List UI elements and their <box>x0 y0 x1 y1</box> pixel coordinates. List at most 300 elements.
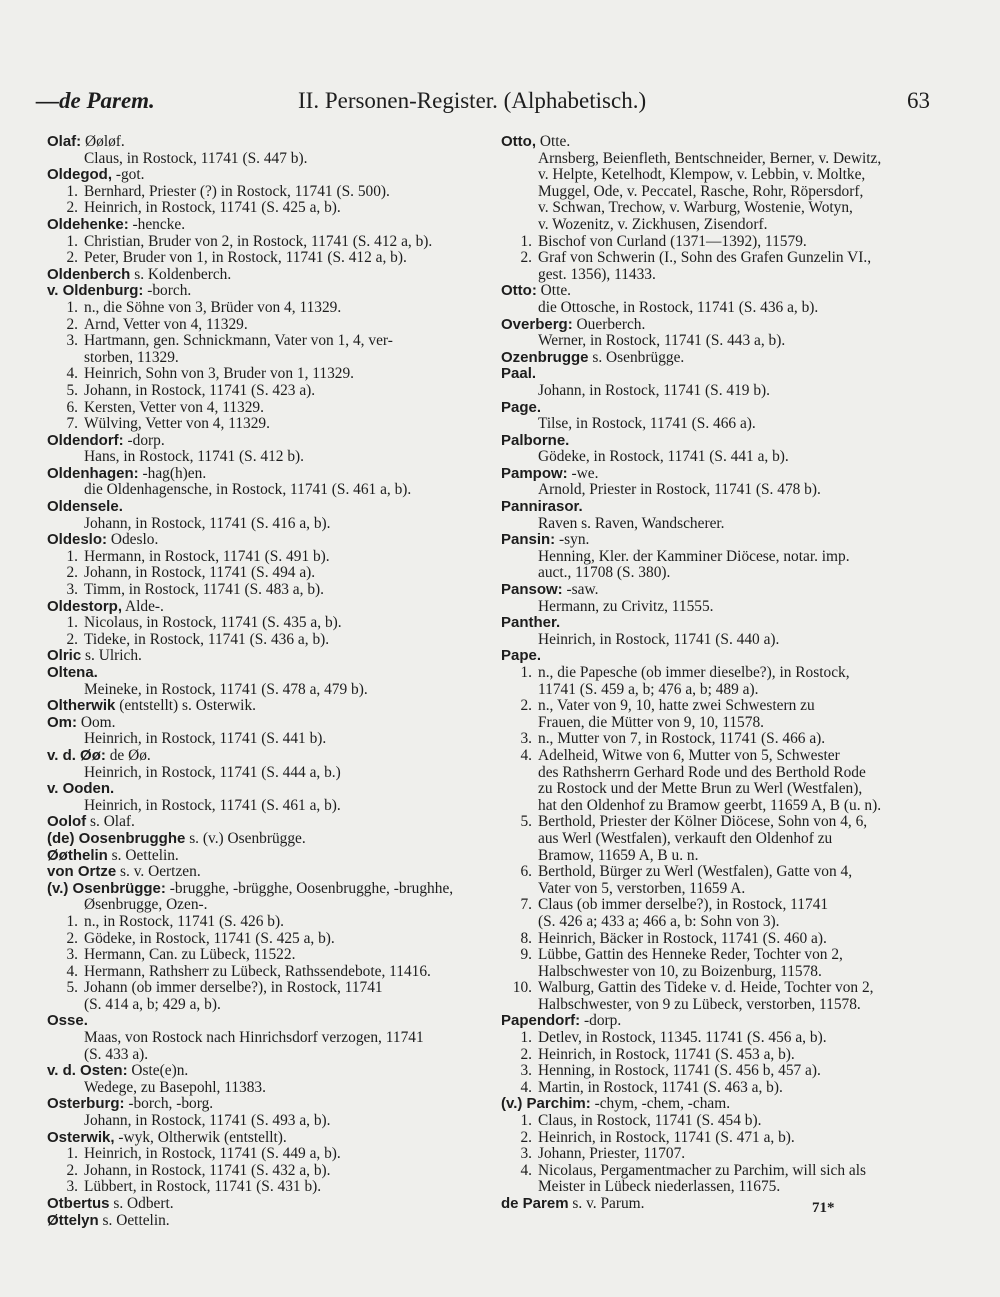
headword: Olaf: <box>47 133 82 150</box>
item-text: Heinrich, in Rostock, 11741 (S. 449 a, b). <box>84 1145 341 1163</box>
numbered-line <box>47 1179 483 1196</box>
entry-line: Arnsberg, Beienfleth, Bentschneider, Berner, v. Dewitz, <box>538 149 882 167</box>
running-head-left: —de Parem. <box>36 88 155 113</box>
variant-forms: s. Osenbrügge. <box>588 348 685 366</box>
register-entry <box>47 1096 483 1129</box>
entry-head <box>501 1013 935 1030</box>
entry-line: Johann, in Rostock, 11741 (S. 416 a, b). <box>84 514 331 532</box>
register-entry <box>501 466 935 499</box>
item-text: Nicolaus, in Rostock, 11741 (S. 435 a, b). <box>84 614 342 632</box>
entry-continuation: Øsenbrugge, Ozen-. <box>84 896 208 914</box>
numbered-line <box>501 1113 935 1130</box>
headword: Pansin: <box>501 531 556 549</box>
item-number: 1. <box>66 232 78 250</box>
entry-head <box>47 748 483 765</box>
register-entry <box>47 499 483 532</box>
item-text: Henning, in Rostock, 11741 (S. 456 b, 457 a). <box>538 1062 821 1080</box>
entry-head <box>47 665 483 682</box>
variant-forms: Alde-. <box>122 597 164 615</box>
headword: Osterburg: <box>47 1095 125 1113</box>
item-text: n., die Söhne von 3, Brüder von 4, 11329. <box>84 298 342 316</box>
item-text: Johann (ob immer derselbe?), in Rostock, 11741 <box>84 979 383 997</box>
item-text: Heinrich, in Rostock, 11741 (S. 471 a, b). <box>538 1128 795 1146</box>
headword: Om: <box>47 713 77 731</box>
headword: de Parem <box>501 1195 569 1212</box>
register-entry <box>501 582 935 615</box>
numbered-line <box>501 1030 935 1047</box>
entry-line: (S. 433 a). <box>84 1045 149 1063</box>
entry-head <box>501 1096 935 1113</box>
headword: Ozenbrugge <box>501 348 589 366</box>
item-number: 1. <box>66 182 78 200</box>
item-text: Halbschwester von 10, zu Boizenburg, 11578. <box>538 962 822 980</box>
register-entry <box>47 748 483 781</box>
entry-line: Heinrich, in Rostock, 11741 (S. 461 a, b). <box>84 796 341 814</box>
entry-line: Werner, in Rostock, 11741 (S. 443 a, b). <box>538 332 786 350</box>
running-head-title: II. Personen-Register. (Alphabetisch.) <box>298 88 647 113</box>
entry-head <box>47 466 483 483</box>
entry-head <box>47 1096 483 1113</box>
variant-forms: -dorp. <box>123 431 165 449</box>
numbered-line <box>47 947 483 964</box>
register-entry <box>501 283 935 316</box>
headword: Palborne. <box>501 431 570 449</box>
variant-forms: Otte. <box>536 282 572 300</box>
headword: Oldenberch <box>47 265 131 283</box>
item-text: Hartmann, gen. Schnickmann, Vater von 1, 4, ver- <box>84 332 393 350</box>
headword: Overberg: <box>501 315 573 333</box>
headword: Osterwik, <box>47 1128 115 1146</box>
item-number: 4. <box>520 1078 532 1096</box>
numbered-line <box>501 267 935 284</box>
register-entry <box>47 715 483 748</box>
item-number: 2. <box>66 564 78 582</box>
item-number: 1. <box>520 664 532 681</box>
numbered-line <box>501 234 935 251</box>
variant-forms: -brugghe, -brügghe, Oosenbrugghe, -brughhe, <box>165 879 454 897</box>
entry-line: Hermann, zu Crivitz, 11555. <box>538 597 714 615</box>
register-entry <box>47 698 483 715</box>
item-text: Wülving, Vetter von 4, 11329. <box>84 415 270 433</box>
item-text: Berthold, Bürger zu Werl (Westfalen), Gatte von 4, <box>538 863 853 881</box>
item-number: 2. <box>66 1161 78 1179</box>
entry-head <box>47 1196 483 1213</box>
variant-forms: -hencke. <box>128 215 186 233</box>
numbered-line <box>47 615 483 632</box>
entry-head <box>501 648 935 665</box>
item-number: 1. <box>66 912 78 930</box>
item-text: des Rathsherrn Gerhard Rode und des Berthold Rode <box>538 763 866 781</box>
entry-head <box>47 167 483 184</box>
item-text: Peter, Bruder von 1, in Rostock, 11741 (S. 412 a, b). <box>84 249 407 267</box>
numbered-line <box>501 781 935 798</box>
item-number: 6. <box>520 863 532 881</box>
entry-line: Raven s. Raven, Wandscherer. <box>538 514 725 532</box>
numbered-line <box>501 698 935 715</box>
item-text: Frauen, die Mütter von 9, 10, 11578. <box>538 713 764 731</box>
register-entry <box>501 1096 935 1196</box>
register-entry <box>501 400 935 433</box>
register-entry <box>501 134 935 283</box>
item-text: Lübbe, Gattin des Henneke Reder, Tochter von 2, <box>538 946 843 964</box>
entry-head <box>501 350 935 367</box>
headword: v. Oldenburg: <box>47 282 144 300</box>
register-entry <box>47 1013 483 1063</box>
headword: Oldegod, <box>47 166 112 184</box>
register-entry <box>501 532 935 582</box>
item-text: zu Rostock und der Mette Brun zu Werl (Westfalen), <box>538 780 863 798</box>
left-column <box>47 134 483 1229</box>
item-number: 1. <box>66 547 78 565</box>
numbered-line <box>47 350 483 367</box>
item-number: 3. <box>520 730 532 748</box>
item-text: Bischof von Curland (1371—1392), 11579. <box>538 232 807 250</box>
entry-head <box>47 831 483 848</box>
entry-line: Henning, Kler. der Kamminer Diöcese, notar. imp. <box>538 547 850 565</box>
numbered-line <box>501 1179 935 1196</box>
item-text: Lübbert, in Rostock, 11741 (S. 431 b). <box>84 1178 322 1196</box>
entry-head <box>47 217 483 234</box>
entry-line: Wedege, zu Basepohl, 11383. <box>84 1078 266 1096</box>
item-text: n., Vater von 9, 10, hatte zwei Schwestern zu <box>538 697 815 715</box>
entry-line: Arnold, Priester in Rostock, 11741 (S. 478 b). <box>538 481 821 499</box>
item-text: Hermann, Rathsherr zu Lübeck, Rathssendebote, 11416. <box>84 962 431 980</box>
numbered-line <box>47 383 483 400</box>
numbered-line <box>501 1163 935 1180</box>
entry-head <box>501 615 935 632</box>
item-number: 1. <box>520 232 532 250</box>
entry-head <box>47 1130 483 1147</box>
right-column <box>501 134 935 1213</box>
entry-head <box>47 283 483 300</box>
headword: v. Ooden. <box>47 780 115 798</box>
register-entry <box>501 350 935 367</box>
entry-head <box>47 134 483 151</box>
register-entry <box>47 1196 483 1213</box>
register-entry <box>501 433 935 466</box>
item-number: 3. <box>66 332 78 350</box>
entry-head <box>47 814 483 831</box>
numbered-line <box>501 914 935 931</box>
signature-mark: 71* <box>812 1200 835 1216</box>
item-text: Johann, in Rostock, 11741 (S. 432 a, b). <box>84 1161 331 1179</box>
entry-head <box>47 267 483 284</box>
entry-head <box>501 532 935 549</box>
numbered-line <box>47 250 483 267</box>
variant-forms: -saw. <box>562 581 599 599</box>
item-text: Berthold, Priester der Kölner Diöcese, Sohn von 4, 6, <box>538 813 868 831</box>
register-entry <box>501 317 935 350</box>
item-text: storben, 11329. <box>84 348 179 366</box>
numbered-line <box>47 565 483 582</box>
item-text: Vater von 5, verstorben, 11659 A. <box>538 879 746 897</box>
variant-forms: Odeslo. <box>107 531 159 549</box>
entry-head <box>47 1063 483 1080</box>
headword: Øøthelin <box>47 846 108 864</box>
headword: Paal. <box>501 365 537 383</box>
item-number: 1. <box>66 614 78 632</box>
register-entry <box>47 466 483 499</box>
item-number: 2. <box>66 929 78 947</box>
entry-line: Meineke, in Rostock, 11741 (S. 478 a, 479 b). <box>84 680 368 698</box>
numbered-line <box>47 997 483 1014</box>
register-entry <box>47 433 483 466</box>
numbered-line <box>47 582 483 599</box>
entry-head <box>501 582 935 599</box>
item-number: 6. <box>66 398 78 416</box>
entry-head <box>501 1196 935 1213</box>
item-text: Bernhard, Priester (?) in Rostock, 11741 (S. 500). <box>84 182 390 200</box>
variant-forms: Otte. <box>536 133 571 150</box>
entry-head <box>47 433 483 450</box>
numbered-line <box>501 665 935 682</box>
register-entry <box>501 1013 935 1096</box>
item-text: Hermann, in Rostock, 11741 (S. 491 b). <box>84 547 330 565</box>
variant-forms: -wyk, Oltherwik (entstellt). <box>114 1128 287 1146</box>
entry-head <box>47 848 483 865</box>
entry-head <box>501 499 935 516</box>
entry-line: Heinrich, in Rostock, 11741 (S. 440 a). <box>538 630 780 648</box>
variant-forms: s. v. Oertzen. <box>116 863 201 881</box>
numbered-line <box>501 798 935 815</box>
item-number: 4. <box>520 1161 532 1179</box>
headword: v. d. Osten: <box>47 1062 128 1080</box>
numbered-line <box>501 1130 935 1147</box>
register-entry <box>47 283 483 432</box>
variant-forms: s. (v.) Osenbrügge. <box>185 829 306 847</box>
item-text: Graf von Schwerin (I., Sohn des Grafen Gunzelin VI., <box>538 249 872 267</box>
headword: Oltena. <box>47 664 98 681</box>
item-number: 3. <box>66 581 78 599</box>
register-entry <box>501 1196 935 1213</box>
numbered-line <box>501 748 935 765</box>
entry-head <box>47 1013 483 1030</box>
entry-head <box>501 317 935 334</box>
register-entry <box>501 366 935 399</box>
variant-forms: -hag(h)en. <box>138 464 207 482</box>
item-text: Johann, in Rostock, 11741 (S. 423 a). <box>84 381 316 399</box>
item-text: 11741 (S. 459 a, b; 476 a, b; 489 a). <box>538 680 759 698</box>
entry-line: Muggel, Ode, v. Peccatel, Rasche, Rohr, Röpersdorf, <box>538 182 864 200</box>
register-entry <box>47 864 483 881</box>
entry-line: Heinrich, in Rostock, 11741 (S. 444 a, b.) <box>84 763 341 781</box>
register-entry <box>47 781 483 814</box>
item-text: Heinrich, Sohn von 3, Bruder von 1, 11329. <box>84 365 355 383</box>
variant-forms: Oste(e)n. <box>127 1062 189 1080</box>
headword: Pansow: <box>501 581 563 599</box>
item-number: 2. <box>520 249 532 267</box>
numbered-line <box>47 549 483 566</box>
variant-forms: Ouerberch. <box>572 315 646 333</box>
item-number: 1. <box>66 298 78 316</box>
numbered-line <box>47 400 483 417</box>
numbered-line <box>501 997 935 1014</box>
item-number: 3. <box>520 1062 532 1080</box>
variant-forms: s. Koldenberch. <box>130 265 232 283</box>
variant-forms: s. v. Parum. <box>568 1195 645 1212</box>
headword: Oltherwik <box>47 697 116 715</box>
headword: Otbertus <box>47 1195 110 1212</box>
register-entry <box>47 648 483 665</box>
numbered-line <box>501 1063 935 1080</box>
page-number: 63 <box>907 88 930 113</box>
item-number: 4. <box>66 962 78 980</box>
register-entry <box>47 814 483 831</box>
item-text: n., die Papesche (ob immer dieselbe?), in Rostock, <box>538 664 850 681</box>
item-number: 7. <box>520 896 532 914</box>
headword: Papendorf: <box>501 1012 581 1030</box>
headword: Osse. <box>47 1012 88 1030</box>
headword: (v.) Osenbrügge: <box>47 879 166 897</box>
item-number: 1. <box>520 1029 532 1047</box>
item-text: (S. 426 a; 433 a; 466 a, b: Sohn von 3). <box>538 912 780 930</box>
numbered-line <box>47 1146 483 1163</box>
numbered-line <box>47 964 483 981</box>
item-text: Claus (ob immer derselbe?), in Rostock, 11741 <box>538 896 829 914</box>
headword: Oldehenke: <box>47 215 129 233</box>
register-entry <box>47 134 483 167</box>
item-text: Kersten, Vetter von 4, 11329. <box>84 398 264 416</box>
numbered-line <box>47 632 483 649</box>
entry-line: Maas, von Rostock nach Hinrichsdorf verzogen, 11741 <box>84 1029 424 1047</box>
item-number: 8. <box>520 929 532 947</box>
headword: Olric <box>47 647 82 665</box>
item-number: 1. <box>520 1112 532 1130</box>
entry-head <box>47 599 483 616</box>
item-text: hat den Oldenhof zu Bramow geerbt, 11659 A, B (u. n). <box>538 796 882 814</box>
item-number: 2. <box>520 1128 532 1146</box>
item-text: n., in Rostock, 11741 (S. 426 b). <box>84 912 284 930</box>
item-number: 2. <box>520 697 532 715</box>
headword: Pape. <box>501 647 542 665</box>
entry-line: v. Schwan, Trechow, v. Warburg, Wostenie, Wotyn, <box>538 199 853 217</box>
item-text: Adelheid, Witwe von 6, Mutter von 5, Schwester <box>538 746 840 764</box>
entry-head <box>501 366 935 383</box>
item-text: Claus, in Rostock, 11741 (S. 454 b). <box>538 1112 762 1130</box>
numbered-line <box>47 300 483 317</box>
item-number: 9. <box>520 946 532 964</box>
numbered-line <box>501 831 935 848</box>
register-entry <box>47 599 483 649</box>
item-number: 2. <box>66 249 78 267</box>
headword: (v.) Parchim: <box>501 1095 591 1113</box>
item-text: Tideke, in Rostock, 11741 (S. 436 a, b). <box>84 630 330 648</box>
register-entry <box>47 167 483 217</box>
numbered-line <box>501 947 935 964</box>
item-text: Johann, Priester, 11707. <box>538 1145 686 1163</box>
item-text: Nicolaus, Pergamentmacher zu Parchim, will sich als <box>538 1161 866 1179</box>
register-entry <box>47 881 483 1014</box>
entry-line: auct., 11708 (S. 380). <box>538 564 671 582</box>
register-entry <box>47 848 483 865</box>
register-entry <box>47 217 483 267</box>
register-entry <box>47 1130 483 1196</box>
register-entry <box>47 267 483 284</box>
headword: Panther. <box>501 614 561 632</box>
numbered-line <box>47 931 483 948</box>
item-text: n., Mutter von 7, in Rostock, 11741 (S. 466 a). <box>538 730 826 748</box>
entry-line: v. Wozenitz, v. Zickhusen, Zisendorf. <box>538 215 768 233</box>
item-text: (S. 414 a, b; 429 a, b). <box>84 995 221 1013</box>
numbered-line <box>501 964 935 981</box>
register-entry <box>501 499 935 532</box>
variant-forms: s. Oettelin. <box>107 846 179 864</box>
item-text: Halbschwester, von 9 zu Lübeck, verstorben, 11578. <box>538 995 861 1013</box>
register-entry <box>501 648 935 1013</box>
entry-head <box>501 400 935 417</box>
variant-forms: s. Olaf. <box>86 813 135 831</box>
entry-head <box>501 433 935 450</box>
numbered-line <box>501 848 935 865</box>
entry-line: die Ottosche, in Rostock, 11741 (S. 436 a, b). <box>538 298 819 316</box>
headword: Oldestorp, <box>47 597 123 615</box>
headword: Oldenhagen: <box>47 464 139 482</box>
item-number: 2. <box>66 630 78 648</box>
item-number: 10. <box>512 979 532 997</box>
entry-head <box>47 1213 483 1230</box>
item-text: Arnd, Vetter von 4, 11329. <box>84 315 248 333</box>
entry-line: Heinrich, in Rostock, 11741 (S. 441 b). <box>84 730 327 748</box>
entry-head <box>47 532 483 549</box>
entry-line: Gödeke, in Rostock, 11741 (S. 441 a, b). <box>538 448 789 466</box>
entry-line: Johann, in Rostock, 11741 (S. 419 b). <box>538 381 770 399</box>
entry-head <box>47 499 483 516</box>
item-number: 5. <box>520 813 532 831</box>
headword: Page. <box>501 398 542 416</box>
variant-forms: Oom. <box>77 713 116 731</box>
numbered-line <box>501 715 935 732</box>
numbered-line <box>501 931 935 948</box>
entry-line: die Oldenhagensche, in Rostock, 11741 (S. 461 a, b). <box>84 481 412 499</box>
register-entry <box>47 831 483 848</box>
numbered-line <box>501 731 935 748</box>
headword: Oldensele. <box>47 498 123 516</box>
item-number: 1. <box>66 1145 78 1163</box>
item-number: 7. <box>66 415 78 433</box>
item-number: 4. <box>66 365 78 383</box>
variant-forms: -chym, -chem, -cham. <box>590 1095 731 1113</box>
register-entry <box>47 1063 483 1096</box>
item-text: Heinrich, Bäcker in Rostock, 11741 (S. 460 a). <box>538 929 827 947</box>
variant-forms: s. Oettelin. <box>98 1211 170 1229</box>
variant-forms: -borch, -borg. <box>124 1095 214 1113</box>
item-text: Hermann, Can. zu Lübeck, 11522. <box>84 946 296 964</box>
numbered-line <box>47 317 483 334</box>
page-header <box>36 88 930 118</box>
numbered-line <box>501 881 935 898</box>
item-text: Meister in Lübeck niederlassen, 11675. <box>538 1178 781 1196</box>
variant-forms: -got. <box>112 166 145 184</box>
numbered-line <box>501 1080 935 1097</box>
entry-line: Claus, in Rostock, 11741 (S. 447 b). <box>84 149 308 167</box>
variant-forms: (entstellt) s. Osterwik. <box>115 697 256 715</box>
item-number: 5. <box>66 381 78 399</box>
numbered-line <box>501 980 935 997</box>
headword: (de) Oosenbrugghe <box>47 829 186 847</box>
item-text: Heinrich, in Rostock, 11741 (S. 425 a, b). <box>84 199 341 217</box>
variant-forms: s. Odbert. <box>109 1195 174 1212</box>
item-text: gest. 1356), 11433. <box>538 265 656 283</box>
entry-head <box>47 715 483 732</box>
item-text: Gödeke, in Rostock, 11741 (S. 425 a, b). <box>84 929 335 947</box>
item-number: 2. <box>66 199 78 217</box>
numbered-line <box>501 682 935 699</box>
numbered-line <box>501 864 935 881</box>
headword: v. d. Øø: <box>47 746 106 764</box>
headword: Otto, <box>501 133 536 150</box>
item-number: 4. <box>520 746 532 764</box>
numbered-line <box>47 200 483 217</box>
